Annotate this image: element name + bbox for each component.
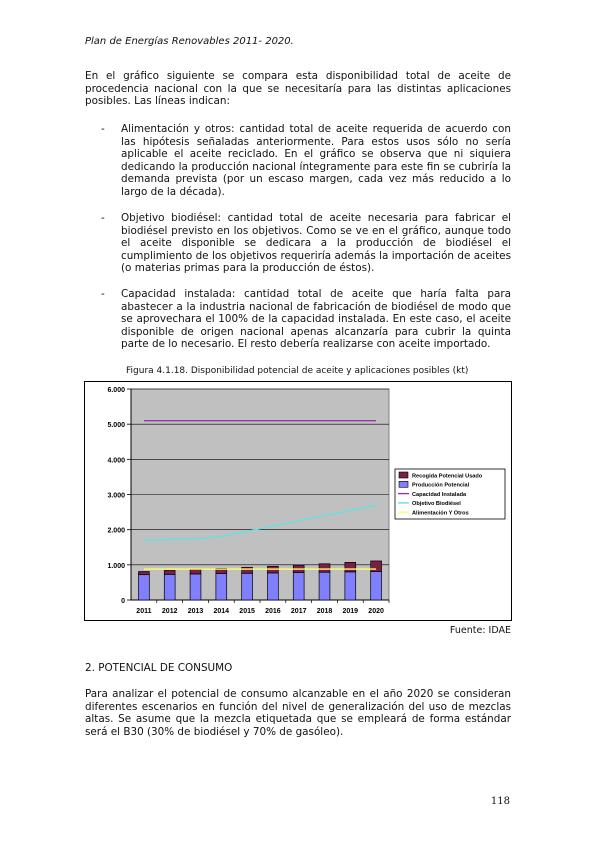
- bar-segment: [319, 572, 330, 600]
- bar-segment: [345, 572, 356, 600]
- bullet-item-food: [85, 123, 511, 199]
- x-tick-label: 2020: [368, 608, 384, 615]
- x-tick-label: 2017: [290, 608, 307, 615]
- bar-segment: [164, 574, 175, 600]
- bullet-text: Objetivo biodiésel: cantidad total de aceite necesaria para fabricar el biodiésel previsto en los objetivos. Como se ve en el gráfico, aunque todo el aceite disponible se dedicara a la producción de biodiésel el cumplimiento de los objetivos requeriría además la importación de aceites (o materias primas para la producción de éstos).: [121, 212, 511, 275]
- x-tick-label: 2014: [213, 608, 230, 615]
- y-tick-label: 5.000: [107, 422, 125, 430]
- running-header: Plan de Energías Renovables 2011- 2020.: [85, 36, 294, 47]
- intro-paragraph: En el gráfico siguiente se compara esta disponibilidad total de aceite de procedencia nacional con la que se necesitaría para las distintas aplicaciones posibles. Las líneas indican:: [85, 70, 511, 108]
- bullet-text: Alimentación y otros: cantidad total de aceite requerida de acuerdo con las hipótesis señaladas anteriormente. Para estos usos sólo no sería aplicable el aceite reciclado. En el gráfico se observa que ni siquiera dedicando la producción nacional íntegramente para este fin se cubriría la demanda prevista (por un escaso margen, cada vez más reducido a lo largo de la década).: [121, 123, 511, 198]
- bar-segment: [138, 572, 149, 575]
- legend-label: Producción Potencial: [412, 482, 470, 489]
- y-tick-label: 1.000: [107, 562, 125, 570]
- figure-source: Fuente: IDAE: [449, 625, 511, 636]
- x-tick-label: 2016: [265, 608, 281, 615]
- bullet-marker: -: [101, 123, 105, 135]
- x-tick-label: 2013: [187, 608, 204, 615]
- figure-caption: Figura 4.1.18. Disponibilidad potencial de aceite y aplicaciones posibles (kt): [126, 366, 469, 376]
- x-tick-label: 2018: [316, 608, 333, 615]
- page-number: 118: [490, 796, 510, 807]
- bar-segment: [190, 574, 201, 600]
- bar-segment: [293, 573, 304, 600]
- x-tick-label: 2011: [136, 608, 152, 615]
- y-tick-label: 3.000: [107, 492, 125, 500]
- legend-label: Objetivo Biodiésel: [412, 501, 461, 508]
- chart-container: [84, 381, 512, 621]
- bar-segment: [242, 573, 253, 600]
- bar-segment: [319, 564, 330, 572]
- oil-availability-chart: [84, 381, 512, 621]
- section-heading: 2. POTENCIAL DE CONSUMO: [85, 662, 233, 674]
- legend-label: Capacidad Instalada: [412, 491, 467, 498]
- bullet-text: Capacidad instalada: cantidad total de aceite que haría falta para abastecer a la industria nacional de fabricación de biodiésel de modo que se aprovechara el 100% de la capacidad instalada. En este caso, el aceite disponible de origen nacional apenas alcanzaría para cubrir la quinta parte de lo necesario. El resto debería realizarse con aceite importado.: [121, 288, 511, 351]
- bar-segment: [190, 569, 201, 574]
- x-tick-label: 2019: [342, 608, 359, 615]
- bar-segment: [216, 574, 227, 600]
- closing-paragraph: Para analizar el potencial de consumo alcanzable en el año 2020 se consideran diferentes escenarios en función del nivel de generalización del uso de mezclas altas. Se asume que la mezcla etiquetada que se empleará de forma estándar será el B30 (30% de biodiésel y 70% de gasóleo).: [85, 688, 511, 738]
- bar-segment: [345, 562, 356, 571]
- bar-segment: [164, 570, 175, 574]
- legend-label: Alimentación Y Otros: [412, 510, 469, 517]
- bar-segment: [371, 572, 382, 600]
- bullet-item-biodiesel: [85, 212, 511, 275]
- bar-segment: [242, 567, 253, 573]
- bullet-marker: -: [101, 288, 105, 300]
- legend-swatch: [399, 472, 408, 478]
- y-tick-label: 0: [121, 598, 125, 605]
- legend-label: Recogida Potencial Usado: [412, 473, 483, 480]
- x-tick-label: 2015: [239, 608, 255, 615]
- legend-swatch: [399, 481, 408, 487]
- x-tick-label: 2012: [161, 608, 178, 615]
- bullet-marker: -: [101, 212, 105, 224]
- bullet-item-capacity: [85, 288, 511, 351]
- y-tick-label: 2.000: [107, 527, 125, 535]
- bar-segment: [371, 561, 382, 572]
- y-tick-label: 6.000: [107, 387, 125, 394]
- y-tick-label: 4.000: [107, 457, 125, 465]
- bar-segment: [138, 575, 149, 600]
- bar-segment: [267, 573, 278, 600]
